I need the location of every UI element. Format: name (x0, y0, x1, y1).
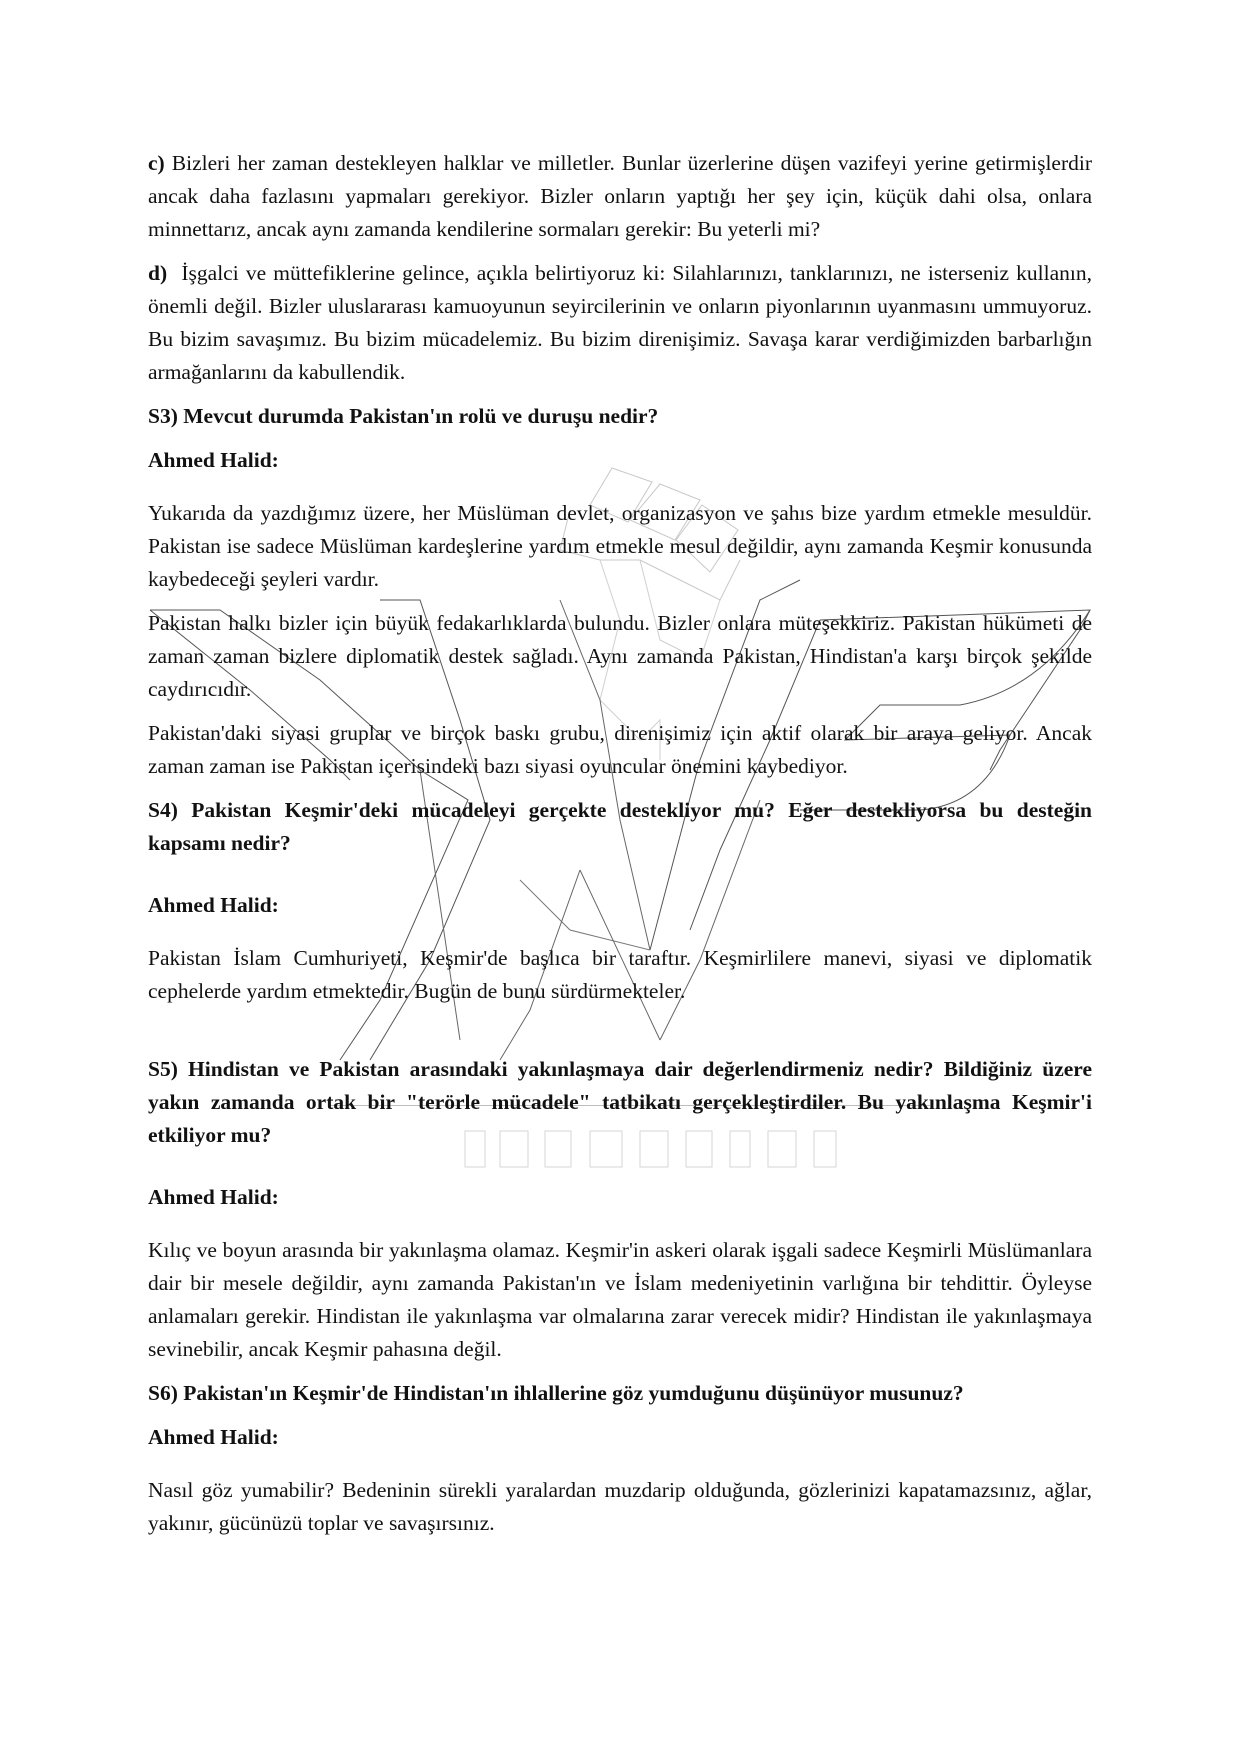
question-heading-s4: S4) Pakistan Keşmir'deki mücadeleyi gerçekte destekliyor mu? Eğer destekliyorsa bu desteğin kapsamı nedir? (148, 798, 1092, 855)
question-heading-s3: S3) Mevcut durumda Pakistan'ın rolü ve duruşu nedir? (148, 404, 659, 428)
answer-paragraph: Kılıç ve boyun arasında bir yakınlaşma olamaz. Keşmir'in askeri olarak işgali sadece Keşmirli Müslümanlara dair bir mesele değildir, aynı zamanda Pakistan'ın ve İslam medeniyetinin varlığına bir tehdittir. Öyleyse anlamaları gerekir. Hindistan ile yakınlaşma var olmalarına zarar verecek midir? Hindistan ile yakınlaşmaya sevinebilir, ancak Keşmir pahasına değil. (148, 1238, 1092, 1361)
answer-paragraph: Yukarıda da yazdığımız üzere, her Müslüman devlet, organizasyon ve şahıs bize yardım etmekle mesuldür. Pakistan ise sadece Müslüman kardeşlerine yardım etmekle mesul değildir, aynı zamanda Keşmir konusunda kaybedeceği şeyleri vardır. (148, 501, 1092, 591)
list-item-c (148, 147, 1092, 246)
paragraph-text: Bizleri her zaman destekleyen halklar ve milletler. Bunlar üzerlerine düşen vazifeyi yerine getirmişlerdir ancak daha fazlasını yapmaları gerekiyor. Bizler onların yaptığı her şey için, küçük dahi olsa, onlara minnettarız, ancak aynı zamanda kendilerine sormaları gerekir: Bu yeterli mi? (148, 151, 1093, 241)
answer-paragraph: Pakistan halkı bizler için büyük fedakarlıklarda bulundu. Bizler onlara müteşekkiriz. Pakistan hükümeti de zaman zaman bizlere diplomatik destek sağladı. Aynı zamanda Pakistan, Hindistan'a karşı birçok şekilde caydırıcıdır. (148, 611, 1092, 701)
question-heading-s5: S5) Hindistan ve Pakistan arasındaki yakınlaşmaya dair değerlendirmeniz nedir? Bildiğiniz üzere yakın zamanda ortak bir "terörle mücadele" tatbikatı gerçekleştirdiler. Bu yakınlaşma Keşmir'i etkiliyor mu? (148, 1057, 1092, 1147)
speaker-label: Ahmed Halid: (148, 1425, 279, 1449)
document-body (148, 147, 1092, 1540)
list-marker: c) (148, 151, 165, 175)
speaker-label: Ahmed Halid: (148, 893, 279, 917)
answer-paragraph: Pakistan'daki siyasi gruplar ve birçok baskı grubu, direnişimiz için aktif olarak bir araya geliyor. Ancak zaman zaman ise Pakistan içerisindeki bazı siyasi oyuncular önemini kaybediyor. (148, 721, 1092, 778)
answer-paragraph: Nasıl göz yumabilir? Bedeninin sürekli yaralardan muzdarip olduğunda, gözlerinizi kapatamazsınız, ağlar, yakınır, gücünüzü toplar ve savaşırsınız. (148, 1478, 1092, 1535)
answer-paragraph: Pakistan İslam Cumhuriyeti, Keşmir'de başlıca bir taraftır. Keşmirlilere manevi, siyasi ve diplomatik cephelerde yardım etmektedir. Bugün de bunu sürdürmekteler. (148, 946, 1092, 1003)
question-heading-s6: S6) Pakistan'ın Keşmir'de Hindistan'ın ihlallerine göz yumduğunu düşünüyor musunuz? (148, 1381, 964, 1405)
speaker-label: Ahmed Halid: (148, 448, 279, 472)
paragraph-text: İşgalci ve müttefiklerine gelince, açıkla belirtiyoruz ki: Silahlarınızı, tanklarınızı, ne isterseniz kullanın, önemli değil. Bizler uluslararası kamuoyunun seyircilerinin ve onların piyonlarının uyanmasını ummuyoruz. Bu bizim savaşımız. Bu bizim mücadelemiz. Bu bizim direnişimiz. Savaşa karar verdiğimizden barbarlığın armağanlarını da kabullendik. (148, 261, 1093, 384)
list-item-d (148, 257, 1092, 389)
list-marker: d) (148, 261, 168, 285)
speaker-label: Ahmed Halid: (148, 1185, 279, 1209)
